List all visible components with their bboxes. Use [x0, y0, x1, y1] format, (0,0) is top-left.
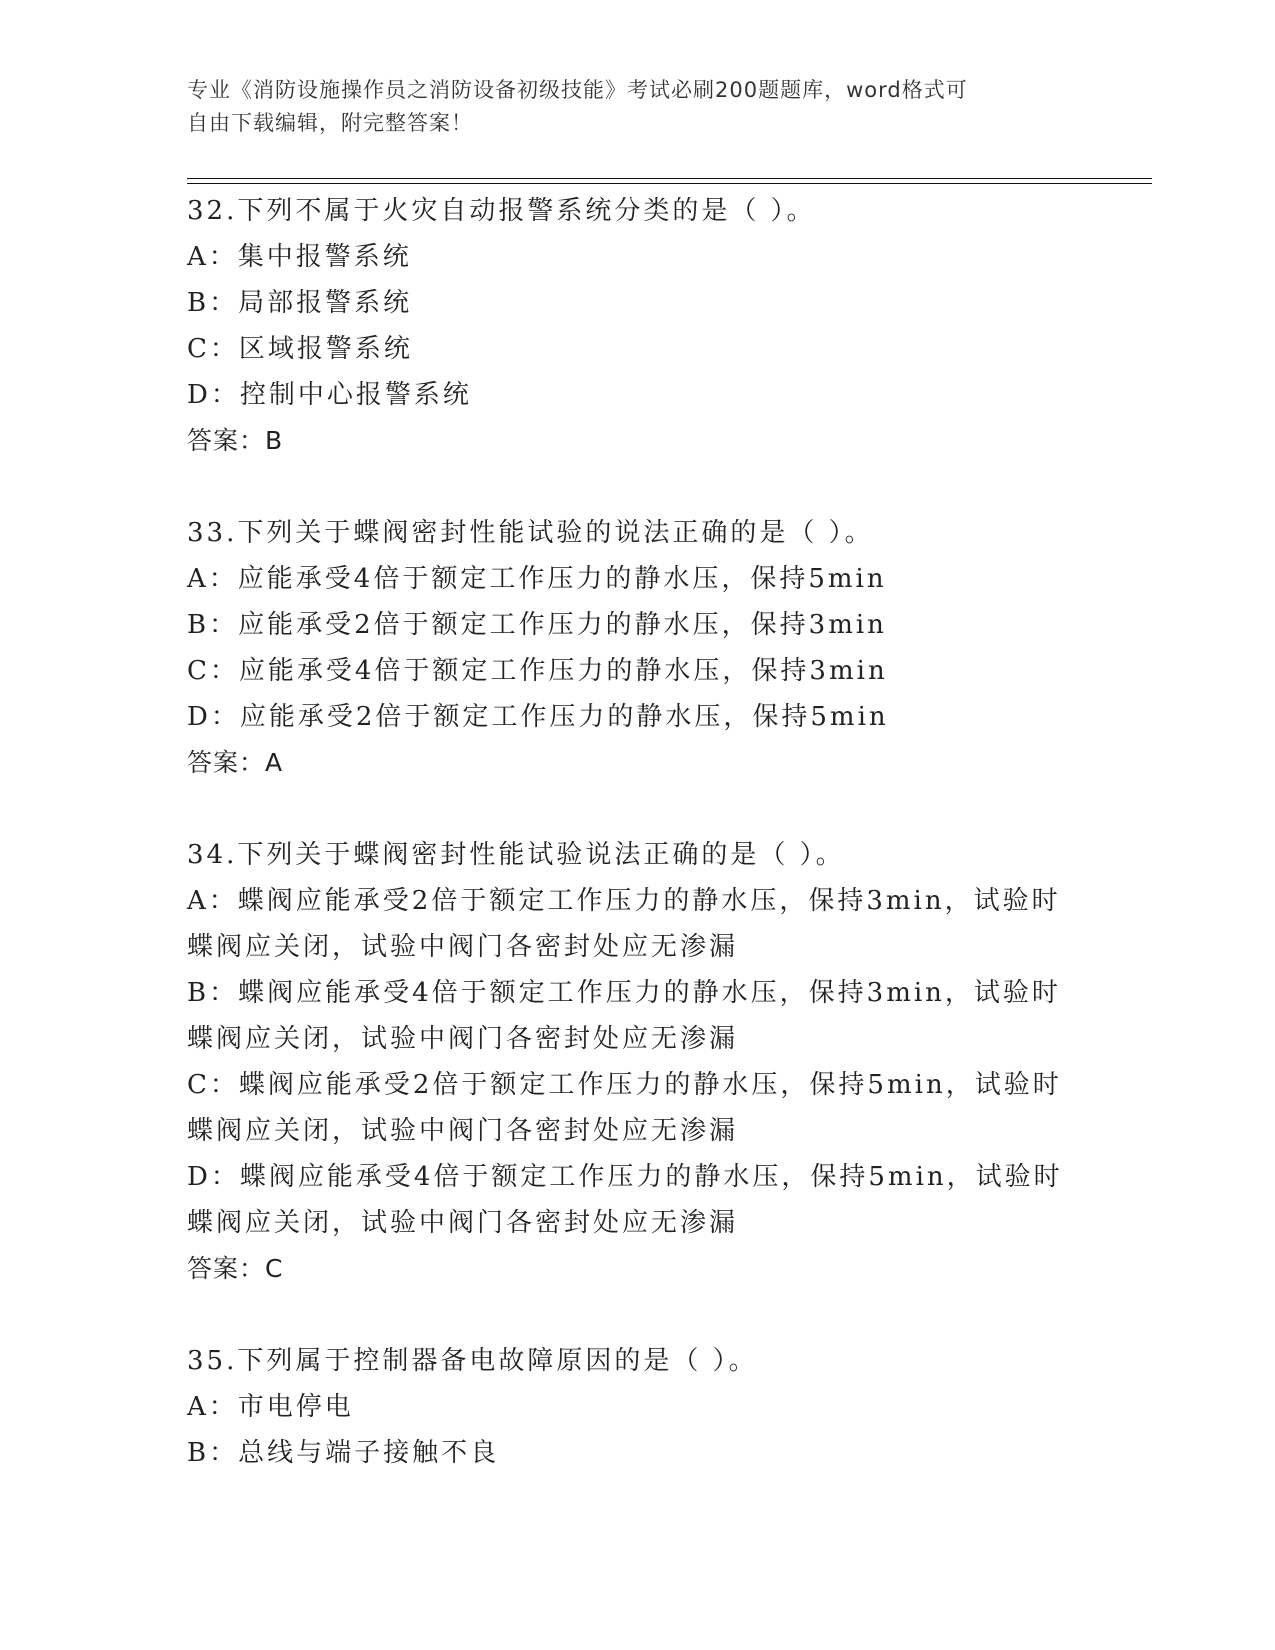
- question-list: [187, 188, 1127, 1476]
- option-b: B：蝶阀应能承受4倍于额定工作压力的静水压，保持3min，试验时蝶阀应关闭，试验中阀门各密封处应无渗漏: [187, 978, 1061, 1054]
- answer: 答案：B: [187, 426, 284, 455]
- option-d: D：控制中心报警系统: [187, 380, 472, 410]
- option-a: A：集中报警系统: [187, 242, 412, 272]
- header-line-1: 专业《消防设施操作员之消防设备初级技能》考试必刷200题题库，word格式可: [187, 78, 968, 102]
- question-stem: 32.下列不属于火灾自动报警系统分类的是（ ）。: [187, 196, 816, 226]
- answer: 答案：A: [187, 748, 284, 777]
- option-a: A：市电停电: [187, 1392, 354, 1422]
- document-header: [187, 74, 1087, 140]
- option-a: A：应能承受4倍于额定工作压力的静水压，保持5min: [187, 564, 887, 594]
- option-b: B：总线与端子接触不良: [187, 1438, 500, 1468]
- option-c: C：应能承受4倍于额定工作压力的静水压，保持3min: [187, 656, 888, 686]
- option-d: D：蝶阀应能承受4倍于额定工作压力的静水压，保持5min，试验时蝶阀应关闭，试验中阀门各密封处应无渗漏: [187, 1162, 1063, 1238]
- question-stem: 34.下列关于蝶阀密封性能试验说法正确的是（ ）。: [187, 840, 845, 870]
- question-35: [187, 1338, 1127, 1476]
- header-rule-bottom: [187, 183, 1152, 184]
- question-34: [187, 832, 1127, 1292]
- question-33: [187, 510, 1127, 786]
- option-b: B：局部报警系统: [187, 288, 413, 318]
- question-stem: 35.下列属于控制器备电故障原因的是（ ）。: [187, 1346, 758, 1376]
- option-d: D：应能承受2倍于额定工作压力的静水压，保持5min: [187, 702, 889, 732]
- option-b: B：应能承受2倍于额定工作压力的静水压，保持3min: [187, 610, 887, 640]
- header-line-2: 自由下载编辑，附完整答案！: [187, 111, 473, 135]
- question-32: [187, 188, 1127, 464]
- answer: 答案：C: [187, 1254, 284, 1283]
- option-c: C：蝶阀应能承受2倍于额定工作压力的静水压，保持5min，试验时蝶阀应关闭，试验中阀门各密封处应无渗漏: [187, 1070, 1062, 1146]
- option-a: A：蝶阀应能承受2倍于额定工作压力的静水压，保持3min，试验时蝶阀应关闭，试验中阀门各密封处应无渗漏: [187, 886, 1061, 962]
- header-rule-top: [187, 178, 1152, 179]
- question-stem: 33.下列关于蝶阀密封性能试验的说法正确的是（ ）。: [187, 518, 874, 548]
- option-c: C：区域报警系统: [187, 334, 413, 364]
